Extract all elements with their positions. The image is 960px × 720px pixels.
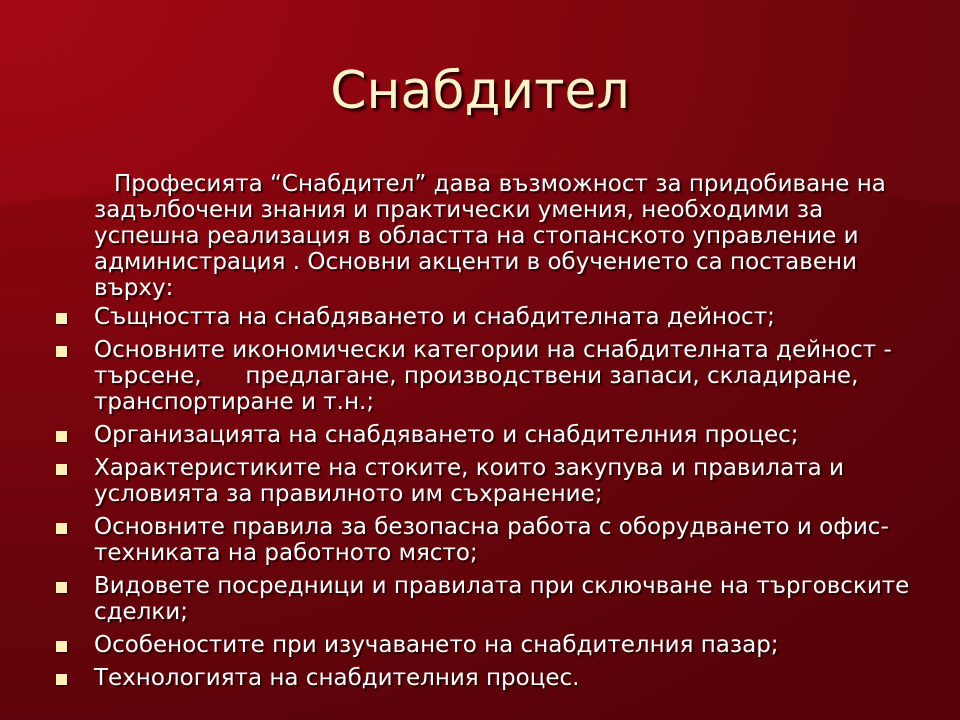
list-item-text: Организацията на снабдяването и снабдителния процес;: [94, 422, 799, 448]
list-item-text: Същността на снабдяването и снабдителната дейност;: [94, 304, 775, 330]
list-item: [94, 422, 924, 448]
square-bullet-icon: [56, 523, 67, 534]
square-bullet-icon: [56, 674, 67, 685]
slide-title: Снабдител: [330, 61, 630, 121]
list-item: [94, 665, 924, 691]
list-item: [94, 337, 924, 415]
list-item-text: Особеностите при изучаването на снабдителния пазар;: [94, 632, 779, 658]
square-bullet-icon: [56, 582, 67, 593]
list-item: [94, 455, 924, 507]
list-item-text: Технологията на снабдителния процес.: [94, 665, 580, 691]
square-bullet-icon: [56, 346, 67, 357]
slide-body: [94, 171, 924, 698]
square-bullet-icon: [56, 431, 67, 442]
square-bullet-icon: [56, 313, 67, 324]
intro-paragraph: Професията “Снабдител” дава възможност за придобиване на задълбочени знания и практически умения, необходими за успешна реализация в областта на стопанското управление и администрация . Основни акценти в обучението са поставени върху:: [94, 171, 886, 301]
list-item-text: Характеристиките на стоките, които закупува и правилата и условията за правилното им съхранение;: [94, 455, 844, 507]
list-item: [94, 304, 924, 330]
list-item: [94, 632, 924, 658]
square-bullet-icon: [56, 464, 67, 475]
list-item-text: Основните икономически категории на снабдителната дейност - търсене, предлагане, производствени запаси, складиране, транспортиране и т.н.;: [94, 337, 900, 415]
list-item: [94, 514, 924, 566]
list-item: [94, 573, 924, 625]
list-item-text: Основните правила за безопасна работа с оборудването и офис-техниката на работното място;: [94, 514, 889, 566]
square-bullet-icon: [56, 641, 67, 652]
list-item-text: Видовете посредници и правилата при сключване на търговските сделки;: [94, 573, 910, 625]
bullet-list: [94, 304, 924, 691]
